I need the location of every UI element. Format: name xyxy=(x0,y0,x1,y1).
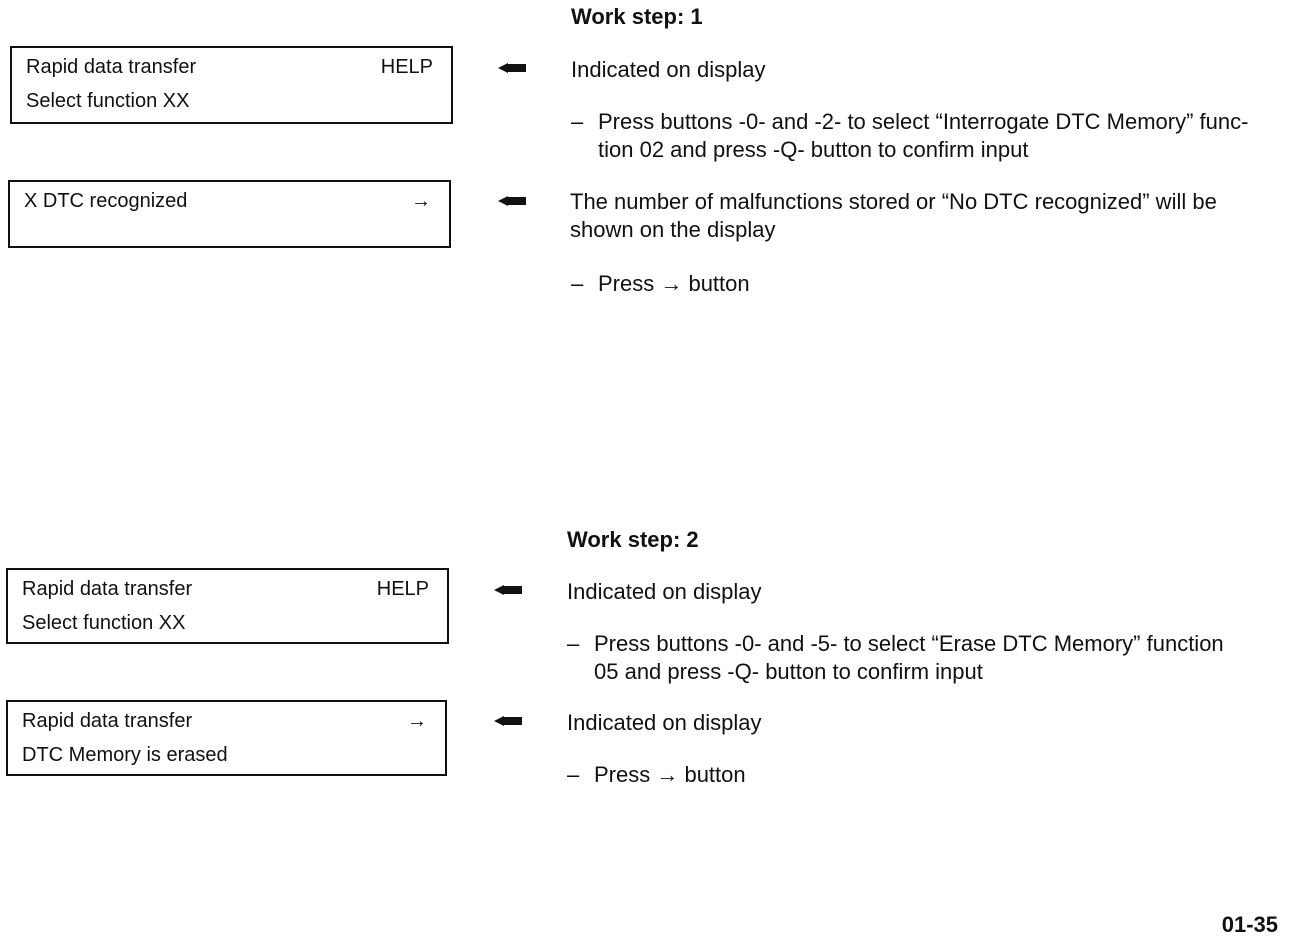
pointer-hand-icon xyxy=(494,583,522,597)
note-line1: The number of malfunctions stored or “No DTC recognized” will be xyxy=(570,189,1217,214)
bullet-text-line1: Press buttons -0- and -2- to select “Interrogate DTC Memory” func- xyxy=(598,109,1249,134)
display-box-memory-erased xyxy=(6,700,447,776)
display-arrow-icon: → xyxy=(407,710,427,732)
malfunction-note xyxy=(570,188,1217,244)
pointer-hand-icon xyxy=(494,714,522,728)
bullet-dash: – xyxy=(567,631,580,656)
page-number: 01-35 xyxy=(1221,912,1278,937)
bullet-dash: – xyxy=(567,762,580,787)
display-line2-text: DTC Memory is erased xyxy=(22,744,228,766)
work-step-2-heading: Work step: 2 xyxy=(567,527,699,552)
display-line2-text: Select function XX xyxy=(22,612,186,634)
display-line1-text: Rapid data transfer xyxy=(22,710,193,732)
indicated-on-display-text: Indicated on display xyxy=(567,710,762,735)
bullet-text-line2: tion 02 and press -Q- button to confirm input xyxy=(598,137,1029,162)
display-box-select-function xyxy=(6,568,449,644)
display-help-label: HELP xyxy=(380,56,433,78)
display-line1-text: X DTC recognized xyxy=(24,190,188,212)
bullet-text: Press → button xyxy=(598,271,750,296)
bullet-dash: – xyxy=(571,271,584,296)
display-box-select-function xyxy=(10,46,453,124)
pointer-hand-icon xyxy=(498,194,526,208)
bullet-text: Press → button xyxy=(594,762,746,787)
display-help-label: HELP xyxy=(376,578,429,600)
indicated-on-display-text: Indicated on display xyxy=(571,57,766,82)
display-line2-text: Select function XX xyxy=(26,90,190,112)
work-step-1-heading: Work step: 1 xyxy=(571,4,703,29)
bullet-text-line2: 05 and press -Q- button to confirm input xyxy=(594,659,983,684)
instruction-bullet xyxy=(571,270,971,298)
display-line1-text: Rapid data transfer xyxy=(22,578,193,600)
note-line2: shown on the display xyxy=(570,217,776,242)
display-arrow-icon: → xyxy=(411,190,431,212)
instruction-bullet xyxy=(567,761,967,789)
instruction-bullet xyxy=(567,630,1307,686)
instruction-bullet xyxy=(571,108,1311,164)
bullet-dash: – xyxy=(571,109,584,134)
bullet-text-line1: Press buttons -0- and -5- to select “Erase DTC Memory” function xyxy=(594,631,1224,656)
indicated-on-display-text: Indicated on display xyxy=(567,579,762,604)
display-line1-text: Rapid data transfer xyxy=(26,56,197,78)
display-box-dtc-recognized xyxy=(8,180,451,248)
pointer-hand-icon xyxy=(498,61,526,75)
